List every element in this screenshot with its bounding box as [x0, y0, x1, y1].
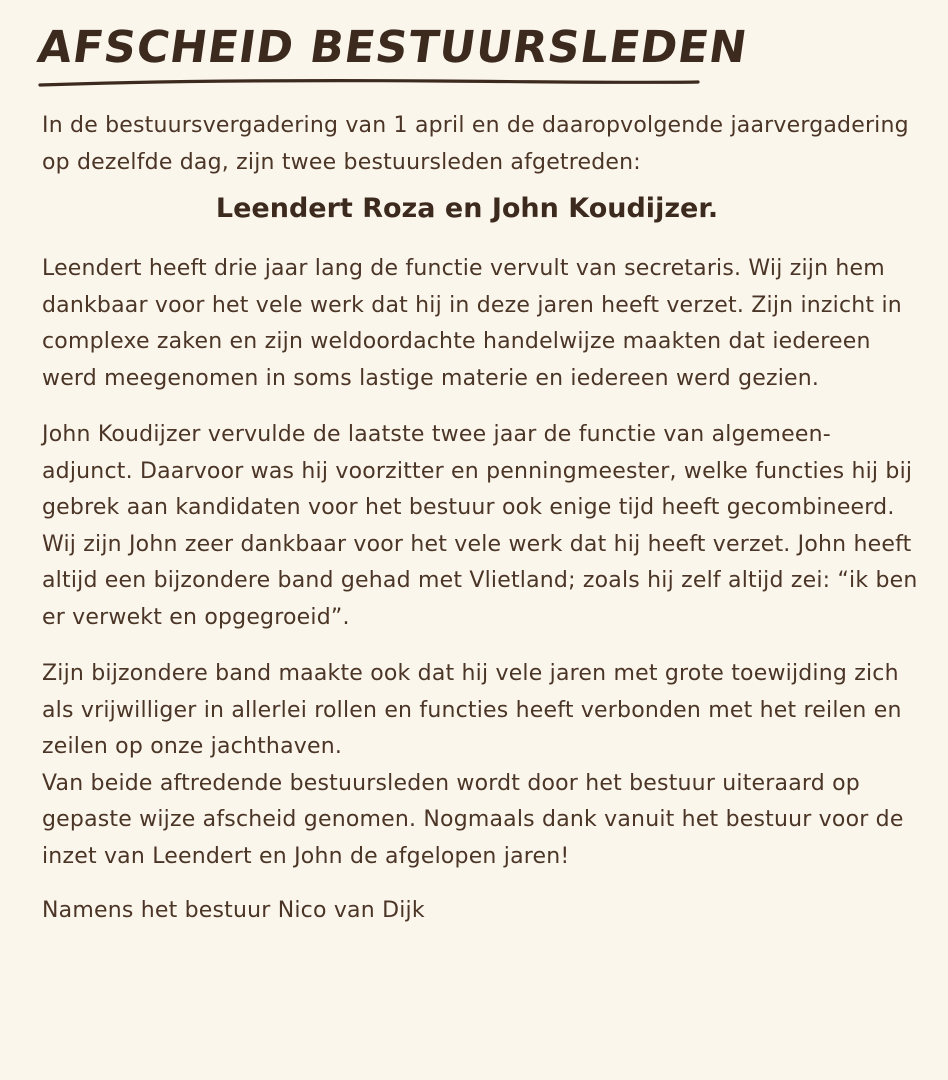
title-block — [34, 18, 751, 90]
article-title: AFSCHEID BESTUURSLEDEN — [34, 22, 751, 73]
leendert-paragraph: Leendert heeft drie jaar lang de functie vervult van secretaris. Wij zijn hem dankbaar voor het vele werk dat hij in deze jaren heeft verzet. Zijn inzicht in complexe zaken en zijn weldoordachte handelwijze maakten dat iedereen werd meegenomen in soms lastige materie en iedereen werd gezien. — [42, 256, 902, 391]
signature: Namens het bestuur Nico van Dijk — [42, 898, 425, 923]
title-underline — [38, 76, 700, 90]
intro-paragraph: In de bestuursvergadering van 1 april en de daaropvolgende jaarvergadering op dezelfde dag, zijn twee bestuursleden afgetreden: — [42, 113, 909, 175]
john-paragraph: John Koudijzer vervulde de laatste twee jaar de functie van algemeen-adjunct. Daarvoor was hij voorzitter en penningmeester, welke functies hij bij gebrek aan kandidaten voor het bestuur ook enige tijd heeft gecombineerd. Wij zijn John zeer dankbaar voor het vele werk dat hij heeft verzet. John heeft altijd een bijzondere band gehad met Vlietland; zoals hij zelf altijd zei: “ik ben er verwekt en opgegroeid”. — [42, 422, 918, 630]
farewell-paragraph: Van beide aftredende bestuursleden wordt door het bestuur uiteraard op gepaste wijze afscheid genomen. Nogmaals dank vanuit het bestuur voor de inzet van Leendert en John de afgelopen jaren! — [42, 770, 904, 869]
band-paragraph: Zijn bijzondere band maakte ook dat hij vele jaren met grote toewijding zich als vrijwilliger in allerlei rollen en functies heeft verbonden met het reilen en zeilen op onze jachthaven. — [42, 661, 902, 759]
retiring-members-names: Leendert Roza en John Koudijzer. — [215, 193, 719, 224]
